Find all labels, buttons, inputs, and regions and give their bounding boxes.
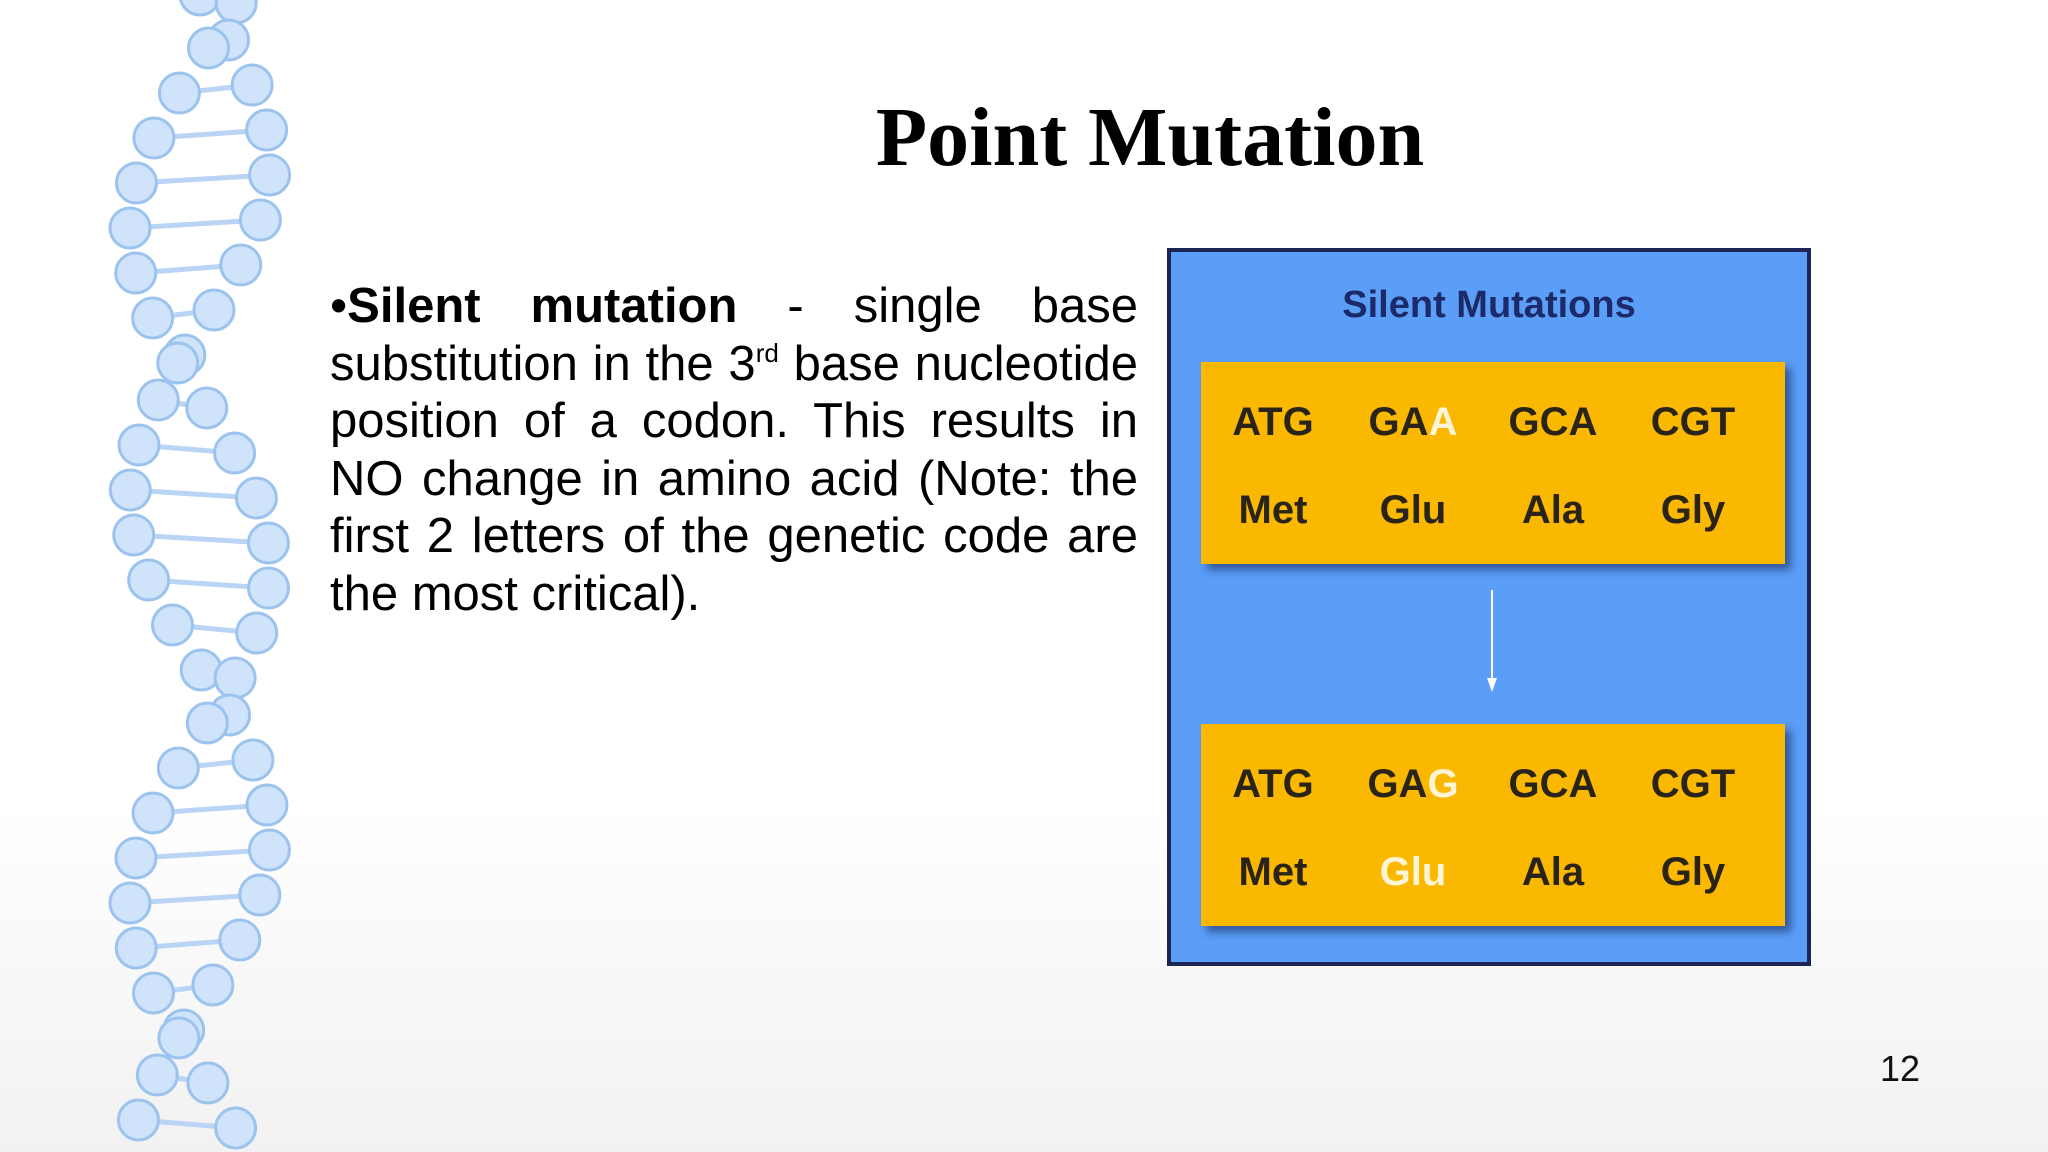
dna-bead xyxy=(247,110,287,150)
codon-1: ATG xyxy=(1232,400,1314,444)
amino-acid-4: Gly xyxy=(1660,488,1726,532)
dna-bead xyxy=(249,830,289,870)
dna-helix-decoration xyxy=(0,0,330,1152)
amino-acid-2-highlighted: Glu xyxy=(1379,850,1447,894)
mutated-base: G xyxy=(1427,762,1459,806)
original-codon-box xyxy=(1201,362,1785,564)
dna-bead xyxy=(116,253,156,293)
figure-title: Silent Mutations xyxy=(1342,284,1636,326)
dna-bead xyxy=(240,200,280,240)
dna-bead xyxy=(187,388,227,428)
codon-4: CGT xyxy=(1650,400,1736,444)
dna-bead xyxy=(188,28,228,68)
mutated-codon-box xyxy=(1201,724,1785,926)
dna-bead xyxy=(250,155,290,195)
dna-bead xyxy=(187,703,227,743)
down-arrow-icon xyxy=(1487,678,1497,692)
amino-acid-2: Glu xyxy=(1379,488,1447,532)
dna-bead xyxy=(110,208,150,248)
dna-bead xyxy=(114,515,154,555)
bullet-text-a: - single base substitution in the 3 xyxy=(330,279,1138,391)
page-number: 12 xyxy=(1880,1048,1921,1089)
slide-title: Point Mutation xyxy=(875,91,1425,184)
dna-bead xyxy=(134,973,174,1013)
dna-bead xyxy=(118,1100,158,1140)
codon-4: CGT xyxy=(1650,762,1736,806)
dna-bead xyxy=(194,290,234,330)
dna-bead xyxy=(116,163,156,203)
dna-bead xyxy=(237,613,277,653)
dna-bead xyxy=(133,298,173,338)
dna-bead xyxy=(233,740,273,780)
dna-bead xyxy=(248,523,288,563)
dna-bead xyxy=(216,1108,256,1148)
dna-bead xyxy=(116,838,156,878)
dna-bead xyxy=(236,478,276,518)
codon-2: GAG xyxy=(1367,762,1459,806)
dna-bead xyxy=(249,568,289,608)
codon-3: GCA xyxy=(1508,762,1598,806)
silent-mutation-figure xyxy=(1167,248,1811,966)
amino-acid-1: Met xyxy=(1238,488,1308,532)
dna-bead xyxy=(158,748,198,788)
dna-bead xyxy=(159,1018,199,1058)
dna-bead xyxy=(158,343,198,383)
dna-bead xyxy=(119,425,159,465)
amino-acid-3: Ala xyxy=(1521,850,1585,894)
mutated-base: A xyxy=(1428,400,1458,444)
bullet-paragraph xyxy=(330,278,1138,623)
codon-2: GAA xyxy=(1368,400,1458,444)
codon-1: ATG xyxy=(1232,762,1314,806)
dna-bead xyxy=(232,65,272,105)
ordinal-suffix: rd xyxy=(755,337,779,368)
dna-bead xyxy=(134,118,174,158)
dna-bead xyxy=(133,793,173,833)
dna-bead xyxy=(221,245,261,285)
dna-bead xyxy=(129,560,169,600)
bullet-text-b: base nucleotide position of a codon. This results in NO change in amino acid (Note: the first 2 letters of the genetic code are the most critical). xyxy=(330,336,1138,621)
arrow-line xyxy=(1491,590,1493,680)
dna-bead xyxy=(215,658,255,698)
dna-bead xyxy=(137,1055,177,1095)
amino-acid-3: Ala xyxy=(1521,488,1585,532)
codon-3: GCA xyxy=(1508,400,1598,444)
dna-bead xyxy=(110,883,150,923)
dna-bead xyxy=(247,785,287,825)
dna-bead xyxy=(193,965,233,1005)
bullet-marker: • xyxy=(330,279,348,333)
dna-bead xyxy=(240,875,280,915)
dna-bead xyxy=(138,380,178,420)
dna-bead xyxy=(153,605,193,645)
dna-bead xyxy=(159,73,199,113)
dna-bead xyxy=(220,920,260,960)
dna-bead xyxy=(188,1063,228,1103)
bullet-term: Silent mutation xyxy=(347,279,738,333)
amino-acid-1: Met xyxy=(1238,850,1308,894)
dna-bead xyxy=(110,470,150,510)
dna-bead xyxy=(180,0,220,15)
amino-acid-4: Gly xyxy=(1660,850,1726,894)
dna-bead xyxy=(116,928,156,968)
dna-bead xyxy=(215,433,255,473)
